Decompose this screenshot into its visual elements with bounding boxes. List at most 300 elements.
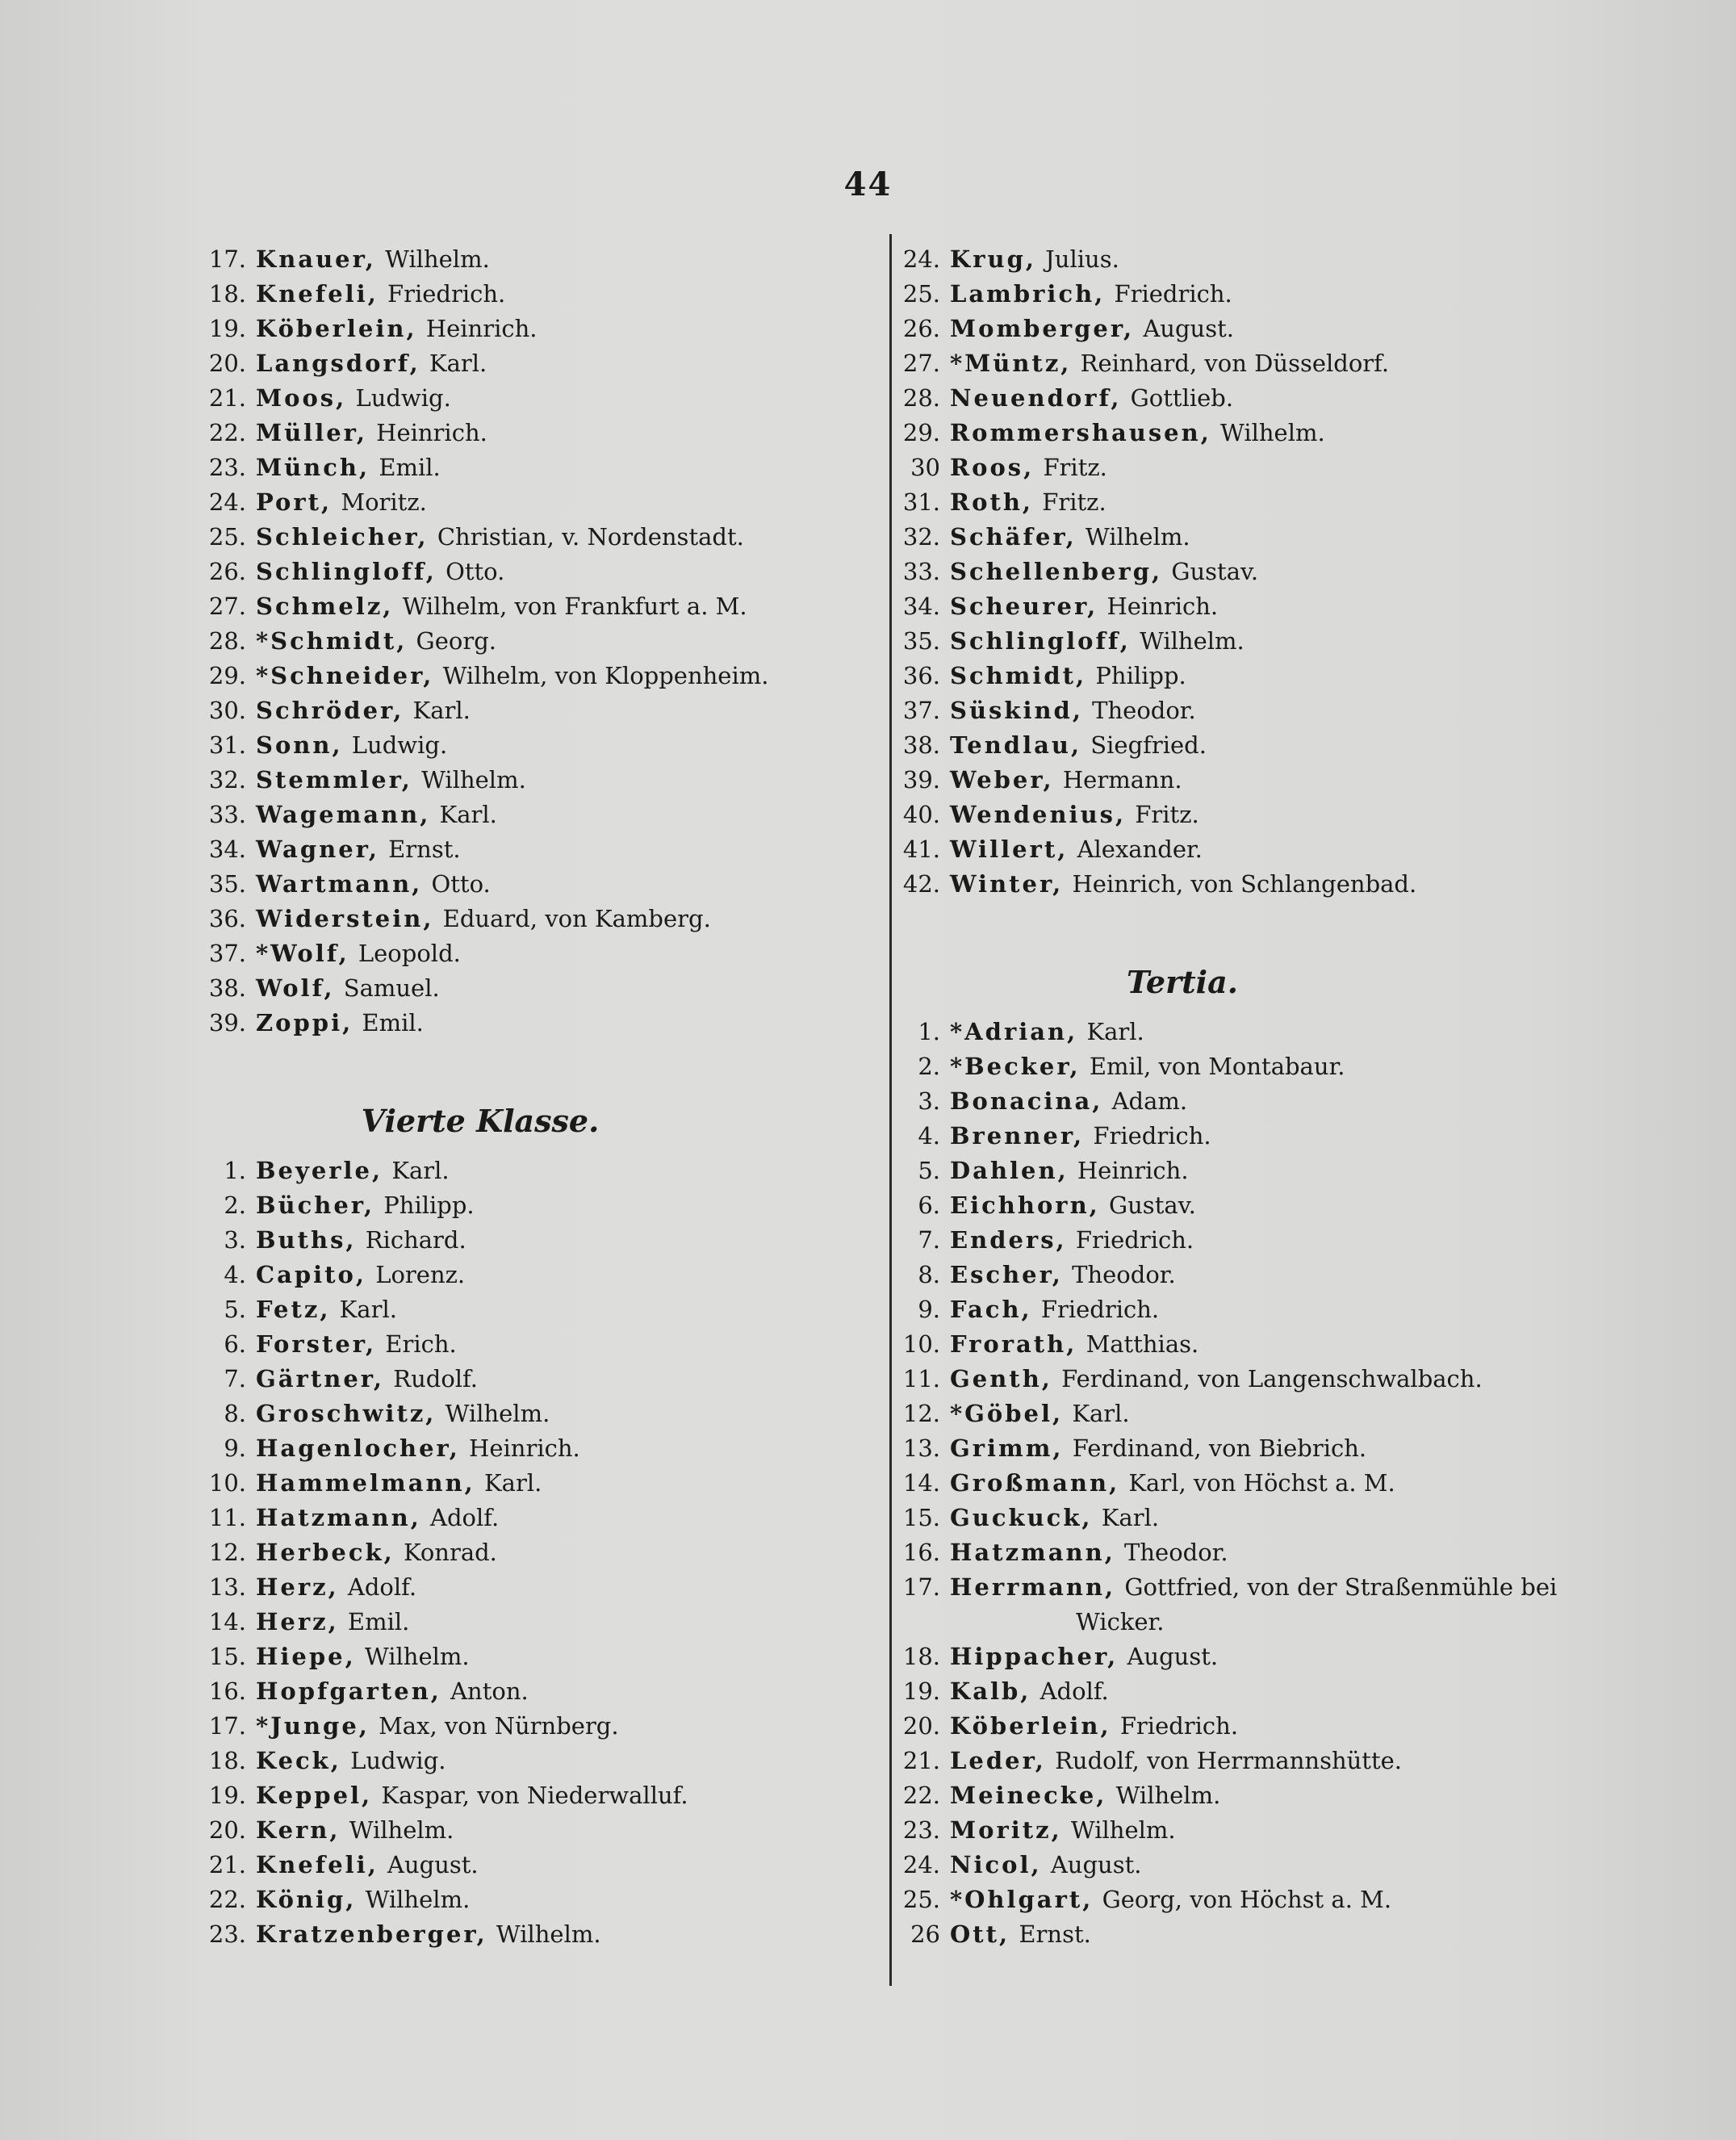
list-item — [900, 1154, 1626, 1188]
student-details: Karl. — [429, 350, 487, 377]
list-item — [206, 346, 860, 381]
student-details: Friedrich. — [1075, 1226, 1194, 1254]
list-item-number: 26. — [902, 315, 940, 342]
list-item-number: 6. — [918, 1191, 940, 1219]
list-item-number: 3. — [918, 1087, 940, 1115]
right-list-b — [900, 1015, 1626, 1952]
list-item — [900, 1084, 1626, 1119]
column-divider — [889, 234, 892, 1986]
student-surname: Langsdorf, — [256, 350, 420, 377]
student-details: Heinrich. — [469, 1434, 580, 1462]
student-details: August. — [387, 1851, 479, 1878]
student-surname: Guckuck, — [950, 1504, 1093, 1531]
student-details: Konrad. — [403, 1539, 497, 1566]
student-details: Friedrich. — [1114, 280, 1232, 308]
student-details: Fritz. — [1043, 454, 1107, 481]
student-surname: Zoppi, — [256, 1009, 353, 1036]
list-item-number: 37. — [208, 940, 246, 967]
student-details: Wilhelm. — [1115, 1782, 1221, 1809]
list-item — [206, 832, 860, 867]
list-item-number: 12. — [208, 1539, 246, 1566]
student-details: Wilhelm. — [445, 1400, 550, 1427]
right-list-a — [900, 242, 1626, 902]
student-details: Adam. — [1111, 1087, 1188, 1115]
student-details: Matthias. — [1086, 1330, 1199, 1358]
list-item — [900, 1674, 1626, 1709]
student-surname: Köberlein, — [256, 315, 417, 342]
list-item — [900, 1119, 1626, 1154]
student-surname: Enders, — [950, 1226, 1067, 1254]
list-item — [206, 1674, 860, 1709]
student-details: Heinrich. — [425, 315, 538, 342]
list-item — [206, 763, 860, 798]
student-surname: Schleicher, — [256, 523, 429, 551]
student-surname: Rommershausen, — [950, 419, 1211, 446]
student-surname: König, — [256, 1886, 357, 1913]
student-surname: Scheurer, — [950, 593, 1098, 620]
list-item-number: 24. — [208, 488, 246, 516]
student-details: Wilhelm, von Frankfurt a. M. — [402, 593, 747, 620]
student-details: Ernst. — [388, 835, 461, 863]
list-item-number: 34. — [902, 593, 940, 620]
student-details: Ludwig. — [355, 384, 451, 412]
list-item — [900, 485, 1626, 520]
list-item-number: 22. — [902, 1782, 940, 1809]
list-item-number: 18. — [208, 280, 246, 308]
list-item — [206, 1223, 860, 1258]
list-item-number: 42. — [902, 870, 940, 898]
list-item-number: 29. — [902, 419, 940, 446]
student-surname: Kalb, — [950, 1677, 1031, 1705]
list-item-number: 8. — [918, 1261, 940, 1288]
student-details: Gottfried, von der Straßenmühle bei — [1124, 1573, 1558, 1601]
list-item — [900, 1362, 1626, 1397]
student-surname: Forster, — [256, 1330, 377, 1358]
student-surname: *Müntz, — [950, 350, 1072, 377]
student-details: Adolf. — [430, 1504, 500, 1531]
student-details: Heinrich. — [376, 419, 487, 446]
student-surname: Hagenlocher, — [256, 1434, 460, 1462]
list-item — [206, 693, 860, 728]
student-details: Julius. — [1045, 245, 1119, 273]
list-item-number: 19. — [902, 1677, 940, 1705]
list-item-number: 5. — [918, 1157, 940, 1184]
student-surname: Hatzmann, — [256, 1504, 421, 1531]
list-item-number: 15. — [902, 1504, 940, 1531]
student-surname: Escher, — [950, 1261, 1063, 1288]
list-item-number: 31. — [902, 488, 940, 516]
student-details: Karl. — [1086, 1018, 1144, 1045]
list-item-number: 21. — [208, 384, 246, 412]
student-details: Ludwig. — [351, 731, 448, 759]
list-item — [206, 1605, 860, 1640]
list-item — [206, 485, 860, 520]
list-item — [206, 1431, 860, 1466]
list-item — [900, 1327, 1626, 1362]
student-details: Ernst. — [1019, 1920, 1091, 1948]
student-surname: Knefeli, — [256, 280, 379, 308]
student-details: Gustav. — [1108, 1191, 1196, 1219]
list-item-number: 19. — [208, 315, 246, 342]
student-details: Fritz. — [1042, 488, 1106, 516]
list-item-number: 27. — [902, 350, 940, 377]
student-details: Richard. — [365, 1226, 466, 1254]
list-item-number: 40. — [902, 801, 940, 828]
list-item-number: 26. — [208, 558, 246, 585]
list-item — [900, 312, 1626, 346]
student-surname: Herbeck, — [256, 1539, 395, 1566]
list-item — [900, 520, 1626, 555]
list-item-number: 23. — [208, 454, 246, 481]
student-surname: Genth, — [950, 1365, 1052, 1392]
list-item — [900, 693, 1626, 728]
student-surname: Fach, — [950, 1296, 1032, 1323]
student-surname: Neuendorf, — [950, 384, 1122, 412]
list-item-number: 39. — [208, 1009, 246, 1036]
student-surname: Roos, — [950, 454, 1035, 481]
student-details: Wilhelm. — [1085, 523, 1190, 551]
list-item-number: 10. — [902, 1330, 940, 1358]
list-item — [206, 1292, 860, 1327]
list-item — [900, 763, 1626, 798]
student-surname: Beyerle, — [256, 1157, 383, 1184]
student-details: Emil. — [347, 1608, 410, 1635]
student-details: Hermann. — [1062, 766, 1182, 794]
list-item — [900, 867, 1626, 902]
list-item — [206, 1362, 860, 1397]
list-item — [900, 1778, 1626, 1813]
student-details: Otto. — [431, 870, 491, 898]
student-surname: Willert, — [950, 835, 1069, 863]
list-item — [900, 728, 1626, 763]
list-item — [206, 1813, 860, 1848]
student-surname: Tendlau, — [950, 731, 1082, 759]
list-item — [206, 277, 860, 312]
list-item-number: 19. — [208, 1782, 246, 1809]
list-item-number: 17. — [208, 245, 246, 273]
student-surname: Bücher, — [256, 1191, 375, 1219]
student-surname: Schröder, — [256, 697, 404, 724]
student-details: Theodor. — [1124, 1539, 1228, 1566]
student-surname: Hammelmann, — [256, 1469, 475, 1497]
list-item — [206, 659, 860, 693]
student-details: Wilhelm. — [365, 1886, 471, 1913]
list-item-number: 23. — [208, 1920, 246, 1948]
student-surname: Eichhorn, — [950, 1191, 1100, 1219]
list-item — [900, 1744, 1626, 1778]
list-item — [206, 624, 860, 659]
list-item — [206, 1882, 860, 1917]
list-item — [900, 832, 1626, 867]
student-details: August. — [1050, 1851, 1142, 1878]
list-item — [900, 1466, 1626, 1501]
student-surname: Schlingloff, — [950, 627, 1131, 655]
page-number: 44 — [843, 165, 893, 203]
list-item — [900, 277, 1626, 312]
student-surname: Großmann, — [950, 1469, 1120, 1497]
student-details: Wilhelm. — [1140, 627, 1244, 655]
student-surname: Schäfer, — [950, 523, 1077, 551]
list-item-number: 24. — [902, 245, 940, 273]
student-surname: Hiepe, — [256, 1643, 356, 1670]
list-item-number: 10. — [208, 1469, 246, 1497]
list-item — [206, 1535, 860, 1570]
list-item — [900, 1015, 1626, 1049]
list-item — [900, 1640, 1626, 1674]
student-surname: Kern, — [256, 1816, 341, 1844]
student-details: August. — [1127, 1643, 1219, 1670]
student-details: Philipp. — [1095, 662, 1186, 689]
list-item-number: 27. — [208, 593, 246, 620]
student-details: Reinhard, von Düsseldorf. — [1080, 350, 1390, 377]
list-item — [900, 1397, 1626, 1431]
list-item-number: 12. — [902, 1400, 940, 1427]
list-item — [900, 1049, 1626, 1084]
student-surname: Herz, — [256, 1608, 339, 1635]
student-details: Leopold. — [358, 940, 461, 967]
list-item-number: 30 — [910, 454, 940, 481]
list-item — [206, 902, 860, 936]
student-details: Max, von Nürnberg. — [379, 1712, 619, 1740]
list-item — [206, 1744, 860, 1778]
list-item-number: 17. — [208, 1712, 246, 1740]
list-item-number: 14. — [208, 1608, 246, 1635]
student-details: Fritz. — [1135, 801, 1199, 828]
list-item-number: 29. — [208, 662, 246, 689]
list-item — [900, 1535, 1626, 1570]
student-surname: Keck, — [256, 1747, 341, 1774]
list-item — [206, 1848, 860, 1882]
list-item-number: 41. — [902, 835, 940, 863]
student-surname: Wolf, — [256, 974, 335, 1002]
list-item-number: 7. — [224, 1365, 246, 1392]
list-item — [900, 1709, 1626, 1744]
student-details: Eduard, von Kamberg. — [442, 905, 711, 932]
student-details: Christian, v. Nordenstadt. — [437, 523, 744, 551]
list-item — [206, 1006, 860, 1041]
list-item — [206, 1258, 860, 1292]
student-surname: Dahlen, — [950, 1157, 1069, 1184]
student-surname: Schmidt, — [950, 662, 1087, 689]
student-surname: Schlingloff, — [256, 558, 437, 585]
student-details: Alexander. — [1077, 835, 1203, 863]
student-surname: Hippacher, — [950, 1643, 1119, 1670]
list-item — [900, 1258, 1626, 1292]
list-item — [206, 1640, 860, 1674]
student-surname: Stemmler, — [256, 766, 412, 794]
list-item-number: 24. — [902, 1851, 940, 1878]
left-column — [206, 242, 860, 1952]
list-item-number: 11. — [902, 1365, 940, 1392]
student-details: Moritz. — [341, 488, 427, 516]
list-item — [206, 1397, 860, 1431]
list-item — [206, 1154, 860, 1188]
list-item — [206, 1327, 860, 1362]
student-surname: Keppel, — [256, 1782, 373, 1809]
student-details: Georg. — [416, 627, 496, 655]
student-details: Erich. — [385, 1330, 457, 1358]
student-surname: Brenner, — [950, 1122, 1085, 1150]
student-details: Wilhelm. — [349, 1816, 454, 1844]
student-details: Kaspar, von Niederwalluf. — [381, 1782, 688, 1809]
section-heading-tertia: Tertia. — [1127, 964, 1238, 1000]
list-item — [206, 1466, 860, 1501]
list-item-number: 15. — [208, 1643, 246, 1670]
student-surname: Gärtner, — [256, 1365, 385, 1392]
student-surname: Bonacina, — [950, 1087, 1103, 1115]
list-item-number: 37. — [902, 697, 940, 724]
list-item-number: 32. — [902, 523, 940, 551]
list-item — [900, 1882, 1626, 1917]
student-surname: Hatzmann, — [950, 1539, 1115, 1566]
list-item — [206, 798, 860, 832]
student-details: Karl. — [1101, 1504, 1160, 1531]
list-item-number: 23. — [902, 1816, 940, 1844]
list-item — [206, 381, 860, 416]
list-item — [206, 416, 860, 450]
student-details: Siegfried. — [1090, 731, 1207, 759]
student-surname: Schmelz, — [256, 593, 394, 620]
list-item — [206, 312, 860, 346]
list-item — [900, 450, 1626, 485]
student-details: Emil, von Montabaur. — [1089, 1053, 1345, 1080]
list-item-number: 33. — [208, 801, 246, 828]
student-surname: Weber, — [950, 766, 1054, 794]
list-item-number: 21. — [902, 1747, 940, 1774]
list-item — [206, 555, 860, 589]
list-item — [900, 589, 1626, 624]
student-surname: *Schmidt, — [256, 627, 408, 655]
list-item — [206, 589, 860, 624]
student-details: Karl, von Höchst a. M. — [1128, 1469, 1395, 1497]
student-surname: *Wolf, — [256, 940, 349, 967]
list-item-number: 16. — [902, 1539, 940, 1566]
student-surname: Wagner, — [256, 835, 379, 863]
right-column — [900, 242, 1626, 1952]
student-surname: *Schneider, — [256, 662, 434, 689]
student-details: Karl. — [439, 801, 497, 828]
list-item-number: 20. — [208, 1816, 246, 1844]
student-surname: Ott, — [950, 1920, 1010, 1948]
list-item-number: 21. — [208, 1851, 246, 1878]
student-details: Heinrich. — [1077, 1157, 1189, 1184]
list-item-number: 3. — [224, 1226, 246, 1254]
student-details: Heinrich. — [1106, 593, 1219, 620]
list-item — [206, 1917, 860, 1952]
list-item — [900, 1188, 1626, 1223]
list-item — [900, 624, 1626, 659]
student-surname: Süskind, — [950, 697, 1083, 724]
student-surname: Knauer, — [256, 245, 376, 273]
list-item-number: 6. — [224, 1330, 246, 1358]
student-details: Theodor. — [1092, 697, 1196, 724]
student-details: Wilhelm. — [385, 245, 490, 273]
list-item-number: 2. — [224, 1191, 246, 1219]
list-item — [206, 450, 860, 485]
student-surname: Moos, — [256, 384, 347, 412]
list-item — [206, 971, 860, 1006]
section-heading-vierte-klasse: Vierte Klasse. — [361, 1103, 600, 1139]
list-item-number: 1. — [224, 1157, 246, 1184]
student-surname: Buths, — [256, 1226, 357, 1254]
student-surname: Port, — [256, 488, 333, 516]
list-item-number: 25. — [902, 1886, 940, 1913]
student-surname: Herrmann, — [950, 1573, 1116, 1601]
list-item-number: 35. — [208, 870, 246, 898]
student-surname: Wagemann, — [256, 801, 431, 828]
list-item-number: 7. — [918, 1226, 940, 1254]
student-surname: *Adrian, — [950, 1018, 1078, 1045]
student-surname: *Ohlgart, — [950, 1886, 1094, 1913]
student-surname: Kratzenberger, — [256, 1920, 487, 1948]
list-item — [206, 728, 860, 763]
student-surname: Knefeli, — [256, 1851, 379, 1878]
list-item-number: 9. — [224, 1434, 246, 1462]
student-details: Karl. — [484, 1469, 542, 1497]
student-details: Heinrich, von Schlangenbad. — [1072, 870, 1417, 898]
student-details: August. — [1143, 315, 1234, 342]
student-details: Philipp. — [383, 1191, 475, 1219]
list-item — [206, 1188, 860, 1223]
left-list-a — [206, 242, 860, 1041]
list-item — [206, 242, 860, 277]
list-item-number: 26 — [910, 1920, 940, 1948]
student-details: Friedrich. — [1093, 1122, 1211, 1150]
list-item — [900, 1570, 1626, 1605]
list-item-number: 36. — [902, 662, 940, 689]
student-surname: Nicol, — [950, 1851, 1042, 1878]
list-item-number: 16. — [208, 1677, 246, 1705]
list-item — [206, 1501, 860, 1535]
list-item — [900, 1501, 1626, 1535]
student-surname: Müller, — [256, 419, 367, 446]
student-surname: Hopfgarten, — [256, 1677, 441, 1705]
list-item — [900, 346, 1626, 381]
list-item — [206, 1778, 860, 1813]
student-surname: Moritz, — [950, 1816, 1062, 1844]
student-surname: Wendenius, — [950, 801, 1127, 828]
student-details: Karl. — [391, 1157, 450, 1184]
list-item-number: 38. — [902, 731, 940, 759]
student-surname: Leder, — [950, 1747, 1046, 1774]
student-details: Adolf. — [1040, 1677, 1109, 1705]
student-details: Rudolf. — [393, 1365, 478, 1392]
student-details: Friedrich. — [1119, 1712, 1239, 1740]
student-surname: Lambrich, — [950, 280, 1106, 308]
student-surname: Winter, — [950, 870, 1064, 898]
list-item — [900, 242, 1626, 277]
list-item-number: 11. — [208, 1504, 246, 1531]
list-item-number: 28. — [902, 384, 940, 412]
student-surname: Schellenberg, — [950, 558, 1163, 585]
list-item-number: 38. — [208, 974, 246, 1002]
list-item — [206, 520, 860, 555]
student-surname: Sonn, — [256, 731, 343, 759]
list-item — [900, 1848, 1626, 1882]
list-item-number: 20. — [902, 1712, 940, 1740]
list-item — [206, 936, 860, 971]
list-item-number: 36. — [208, 905, 246, 932]
student-details: Adolf. — [347, 1573, 417, 1601]
list-item-number: 25. — [208, 523, 246, 551]
list-item-number: 13. — [208, 1573, 246, 1601]
student-details: Lorenz. — [375, 1261, 466, 1288]
student-details: Rudolf, von Herrmannshütte. — [1055, 1747, 1402, 1774]
list-item-number: 9. — [918, 1296, 940, 1323]
list-item-number: 2. — [918, 1053, 940, 1080]
student-details: Wilhelm. — [496, 1920, 601, 1948]
list-item — [900, 798, 1626, 832]
